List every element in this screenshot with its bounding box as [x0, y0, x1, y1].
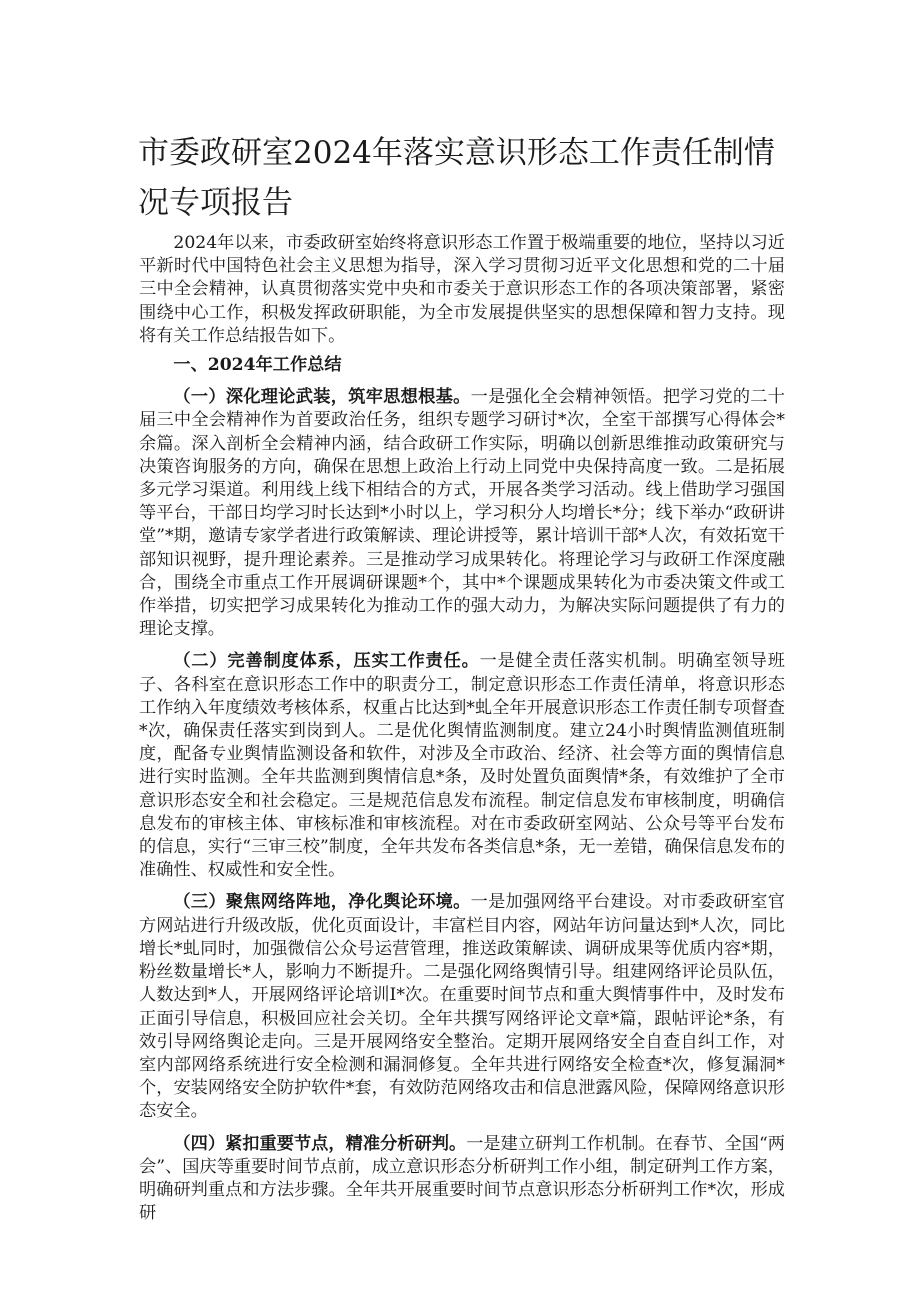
section-heading-summary: 一、2024年工作总结 [173, 355, 342, 376]
section-paragraph-4 [139, 1133, 785, 1226]
document-body [139, 232, 785, 1225]
section-body-4: 一是建立研判工作机制。在春节、全国“两会”、国庆等重要时间节点前，成立意识形态分析研判工作小组，制定研判工作方案，明确研判重点和方法步骤。全年共开展重要时间节点意识形态分析研判工作*次，形成研 [139, 1133, 785, 1224]
section-title-1: （一）深化理论武装，筑牢思想根基。 [173, 387, 471, 408]
section-title-4: （四）紧扣重要节点，精准分析研判。 [173, 1133, 467, 1154]
intro-paragraph: 2024年以来，市委政研室始终将意识形态工作置于极端重要的地位，坚持以习近平新时代中国特色社会主义思想为指导，深入学习贯彻习近平文化思想和党的二十届三中全会精神，认真贯彻落实党中央和市委关于意识形态工作的各项决策部署，紧密围绕中心工作，积极发挥政研职能，为全市发展提供坚实的思想保障和智力支持。现将有关工作总结报告如下。 [139, 233, 785, 346]
section-paragraph-2 [139, 650, 785, 882]
section-title-2: （二）完善制度体系，压实工作责任。 [173, 651, 480, 672]
section-body-2: 一是健全责任落实机制。明确室领导班子、各科室在意识形态工作中的职责分工，制定意识形态工作责任清单，将意识形态工作纳入年度绩效考核体系，权重占比达到*虬全年开展意识形态工作责任制专项督查*次，确保责任落实到岗到人。二是优化舆情监测制度。建立24小时舆情监测值班制度，配备专业舆情监测设备和软件，对涉及全市政治、经济、社会等方面的舆情信息进行实时监测。全年共监测到舆情信息*条，及时处置负面舆情*条，有效维护了全市意识形态安全和社会稳定。三是规范信息发布流程。制定信息发布审核制度，明确信息发布的审核主体、审核标准和审核流程。对在市委政研室网站、公众号等平台发布的信息，实行“三审三校”制度，全年共发布各类信息*条，无一差错，确保信息发布的准确性、权威性和安全性。 [139, 651, 785, 881]
section-paragraph-1 [139, 386, 785, 641]
section-title-3: （三）聚焦网络阵地，净化舆论环境。 [173, 892, 471, 913]
section-body-1: 一是强化全会精神领悟。把学习党的二十届三中全会精神作为首要政治任务，组织专题学习研讨*次，全室干部撰写心得体会*余篇。深入剖析全会精神内涵，结合政研工作实际，明确以创新思维推动政策研究与决策咨询服务的方向，确保在思想上政治上行动上同党中央保持高度一致。二是拓展多元学习渠道。利用线上线下相结合的方式，开展各类学习活动。线上借助学习强国等平台，干部日均学习时长达到*小时以上，学习积分人均增长*分；线下举办“政研讲堂”*期，邀请专家学者进行政策解读、理论讲授等，累计培训干部*人次，有效拓宽干部知识视野，提升理论素养。三是推动学习成果转化。将理论学习与政研工作深度融合，围绕全市重点工作开展调研课题*个，其中*个课题成果转化为市委决策文件或工作举措，切实把学习成果转化为推动工作的强大动力，为解决实际问题提供了有力的理论支撑。 [139, 387, 785, 640]
document-title: 市委政研室2024年落实意识形态工作责任制情况专项报告 [138, 135, 775, 221]
section-body-3: 一是加强网络平台建设。对市委政研室官方网站进行升级改版，优化页面设计，丰富栏目内容，网站年访问量达到*人次，同比增长*虬同时，加强微信公众号运营管理，推送政策解读、调研成果等优质内容*期，粉丝数量增长*人，影响力不断提升。二是强化网络舆情引导。组建网络评论员队伍，人数达到*人，开展网络评论培训I*次。在重要时间节点和重大舆情事件中，及时发布正面引导信息，积极回应社会关切。全年共撰写网络评论文章*篇，跟帖评论*条，有效引导网络舆论走向。三是开展网络安全整治。定期开展网络安全自查自纠工作，对室内部网络系统进行安全检测和漏洞修复。全年共进行网络安全检查*次，修复漏洞*个，安装网络安全防护软件*套，有效防范网络攻击和信息泄露风险，保障网络意识形态安全。 [139, 892, 785, 1122]
section-paragraph-3 [139, 891, 785, 1123]
